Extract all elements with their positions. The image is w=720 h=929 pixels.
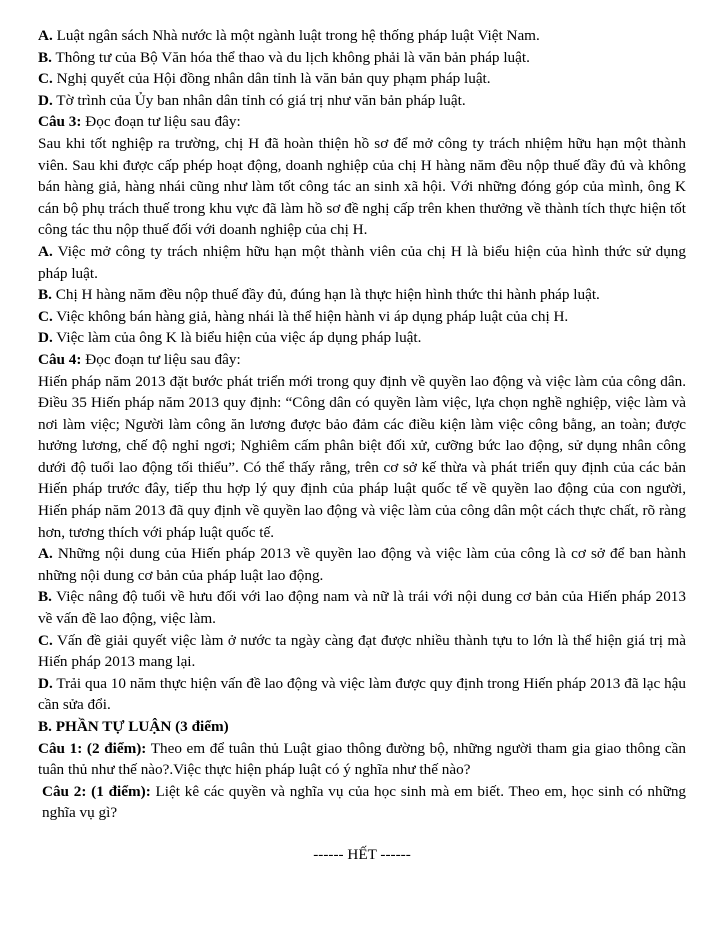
q3-option-b: B. Chị H hàng năm đều nộp thuế đầy đủ, đúng hạn là thực hiện hình thức thi hành pháp luật. <box>38 286 600 304</box>
q3-heading: Câu 3: Đọc đoạn tư liệu sau đây: <box>38 113 241 131</box>
q2-option-d: D. Tờ trình của Ủy ban nhân dân tỉnh có giá trị như văn bản pháp luật. <box>38 91 466 109</box>
end-marker: ------ HẾT ------ <box>313 845 411 863</box>
q2-option-b: B. Thông tư của Bộ Văn hóa thể thao và du lịch không phải là văn bản pháp luật. <box>38 48 530 66</box>
q4-option-a: A. Những nội dung của Hiến pháp 2013 về quyền lao động và việc làm của công là cơ sở để ban hành những nội dung cơ bản của pháp luật lao động. <box>38 545 686 584</box>
essay-question-1: Câu 1: (2 điểm): Theo em để tuân thủ Luật giao thông đường bộ, những người tham gia giao thông cần tuân thủ như thế nào?.Việc thực hiện pháp luật có ý nghĩa như thế nào? <box>38 739 687 779</box>
part-b-heading: B. PHẦN TỰ LUẬN (3 điểm) <box>38 718 229 735</box>
essay-question-2: Câu 2: (1 điểm): Liệt kê các quyền và nghĩa vụ của học sinh mà em biết. Theo em, học sinh có những nghĩa vụ gì? <box>42 782 687 822</box>
q3-option-a: A. Việc mở công ty trách nhiệm hữu hạn một thành viên của chị H là biểu hiện của hình thức sử dụng pháp luật. <box>38 242 686 282</box>
q3-option-c: C. Việc không bán hàng giả, hàng nhái là thể hiện hành vi áp dụng pháp luật của chị H. <box>38 307 569 325</box>
q2-option-a: A. Luật ngân sách Nhà nước là một ngành luật trong hệ thống pháp luật Việt Nam. <box>38 27 540 44</box>
q4-heading: Câu 4: Đọc đoạn tư liệu sau đây: <box>38 350 241 368</box>
q2-option-c: C. Nghị quyết của Hội đồng nhân dân tỉnh là văn bản quy phạm pháp luật. <box>38 70 491 88</box>
q4-option-c: C. Vấn đề giải quyết việc làm ở nước ta ngày càng đạt được nhiều thành tựu to lớn là thể hiện giá trị mà Hiến pháp 2013 mang lại. <box>38 631 686 671</box>
q3-passage: Sau khi tốt nghiệp ra trường, chị H đã hoàn thiện hồ sơ để mở công ty trách nhiệm hữu hạn một thành viên. Sau khi được cấp phép hoạt động, doanh nghiệp của chị H hàng năm đều nộp thuế đầy đủ và không bán hàng giả, hàng nhái cũng như làm tốt công tác an sinh xã hội. Với những đóng góp của mình, ông K cán bộ phụ trách thuế trong khu vực đã làm hồ sơ đề nghị cấp trên khen thưởng về thành tích thực hiện tốt công tác thu nộp thuế đối với doanh nghiệp của chị H. <box>38 134 686 239</box>
q4-option-b: B. Việc nâng độ tuổi về hưu đối với lao động nam và nữ là trái với nội dung cơ bản của Hiến pháp 2013 về vấn đề lao động, việc làm. <box>38 588 686 628</box>
q4-passage: Hiến pháp năm 2013 đặt bước phát triển mới trong quy định về quyền lao động và việc làm của công dân. Điều 35 Hiến pháp năm 2013 quy định: “Công dân có quyền làm việc, lựa chọn nghề nghiệp, việc làm và nơi làm việc; Người làm công ăn lương được bảo đảm các điều kiện làm việc công bằng, an toàn; được hưởng lương, chế độ nghỉ ngơi; Nghiêm cấm phân biệt đối xử, cưỡng bức lao động, sử dụng nhân công dưới độ tuổi lao động tối thiểu”. Có thể thấy rằng, trên cơ sở kế thừa và phát triển quy định của các bản Hiến pháp trước đây, tiếp thu hợp lý quy định của pháp luật quốc tế về quyền lao động của con người, Hiến pháp năm 2013 đã quy định về quyền lao động và việc làm của công dân một cách thực chất, rõ ràng hơn, tương thích với pháp luật quốc tế. <box>38 372 686 541</box>
q4-option-d: D. Trải qua 10 năm thực hiện vấn đề lao động và việc làm được quy định trong Hiến pháp 2013 đã lạc hậu cần sửa đổi. <box>38 674 686 714</box>
q3-option-d: D. Việc làm của ông K là biểu hiện của việc áp dụng pháp luật. <box>38 329 422 347</box>
